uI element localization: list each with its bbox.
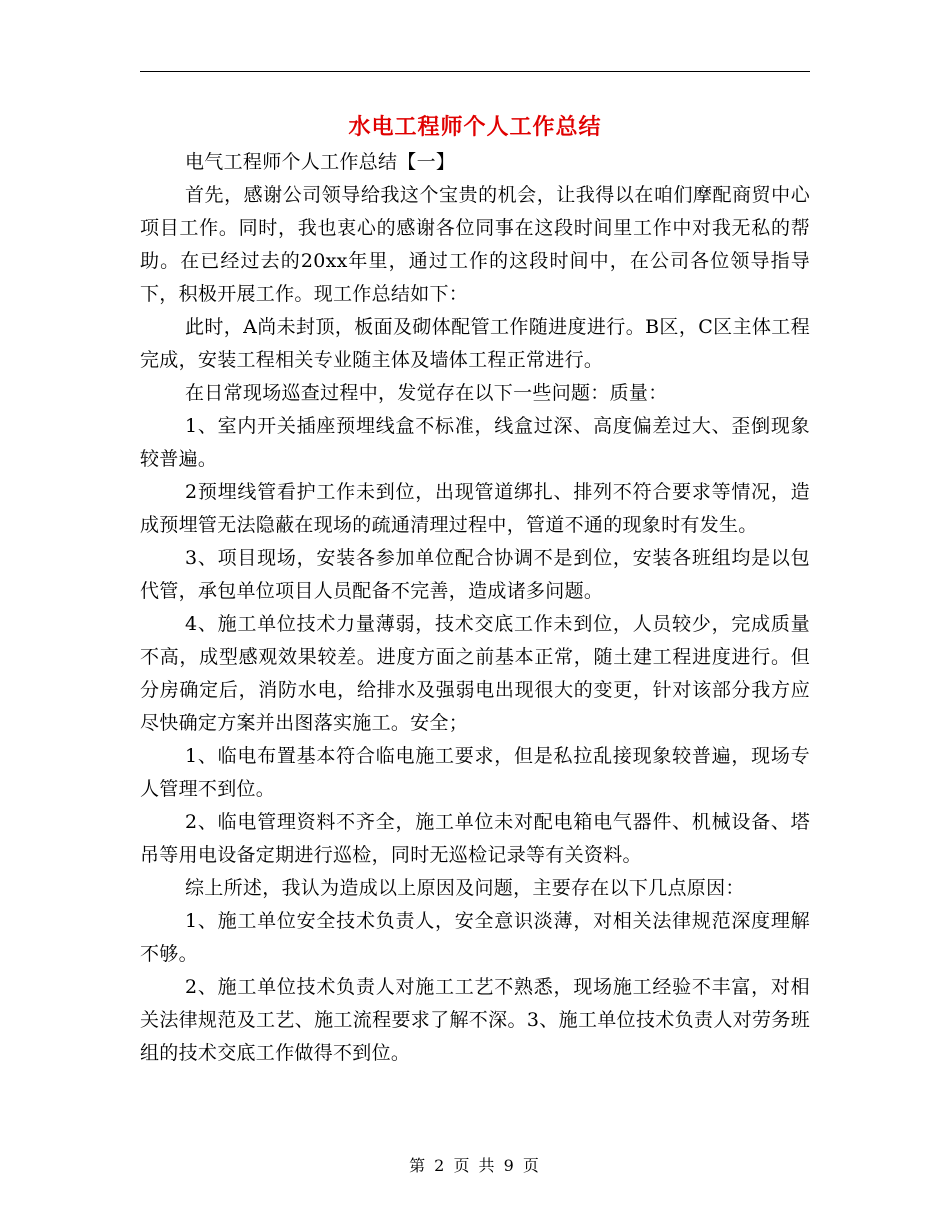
document-title: 水电工程师个人工作总结 — [348, 115, 602, 140]
paragraph-13: 2、施工单位技术负责人对施工工艺不熟悉，现场施工经验不丰富，对相关法律规范及工艺、施工流程要求了解不深。3、施工单位技术负责人对劳务班组的技术交底工作做得不到位。 — [140, 976, 810, 1064]
paragraph-2: 首先，感谢公司领导给我这个宝贵的机会，让我得以在咱们摩配商贸中心项目工作。同时，我也衷心的感谢各位同事在这段时间里工作中对我无私的帮助。在已经过去的20xx年里，通过工作的这段时间中，在公司各位领导指导下，积极开展工作。现工作总结如下： — [140, 184, 810, 305]
paragraph-9: 1、临电布置基本符合临电施工要求，但是私拉乱接现象较普遍，现场专人管理不到位。 — [140, 745, 810, 800]
paragraph-7: 3、项目现场，安装各参加单位配合协调不是到位，安装各班组均是以包代管，承包单位项目人员配备不完善，造成诸多问题。 — [140, 547, 810, 602]
paragraph-11: 综上所述，我认为造成以上原因及问题，主要存在以下几点原因： — [185, 877, 745, 899]
header-rule — [140, 71, 810, 72]
paragraph-5: 1、室内开关插座预埋线盒不标准，线盒过深、高度偏差过大、歪倒现象较普遍。 — [140, 415, 810, 470]
paragraph-10: 2、临电管理资料不齐全，施工单位未对配电箱电气器件、机械设备、塔吊等用电设备定期进行巡检，同时无巡检记录等有关资料。 — [140, 811, 810, 866]
paragraph-8: 4、施工单位技术力量薄弱，技术交底工作未到位，人员较少，完成质量不高，成型感观效果较差。进度方面之前基本正常，随土建工程进度进行。但分房确定后，消防水电，给排水及强弱电出现很大的变更，针对该部分我方应尽快确定方案并出图落实施工。安全； — [140, 613, 810, 734]
paragraph-6: 2预埋线管看护工作未到位，出现管道绑扎、排列不符合要求等情况，造成预埋管无法隐蔽在现场的疏通清理过程中，管道不通的现象时有发生。 — [140, 481, 810, 536]
paragraph-4: 在日常现场巡查过程中，发觉存在以下一些问题：质量： — [185, 382, 668, 404]
paragraph-3: 此时，A尚未封顶，板面及砌体配管工作随进度进行。B区，C区主体工程完成，安装工程相关专业随主体及墙体工程正常进行。 — [140, 316, 810, 371]
paragraph-12: 1、施工单位安全技术负责人，安全意识淡薄，对相关法律规范深度理解不够。 — [140, 910, 810, 965]
paragraph-1: 电气工程师个人工作总结【一】 — [185, 151, 456, 173]
page-number-footer: 第 2 页 共 9 页 — [409, 1156, 541, 1175]
document-body — [140, 146, 810, 1070]
